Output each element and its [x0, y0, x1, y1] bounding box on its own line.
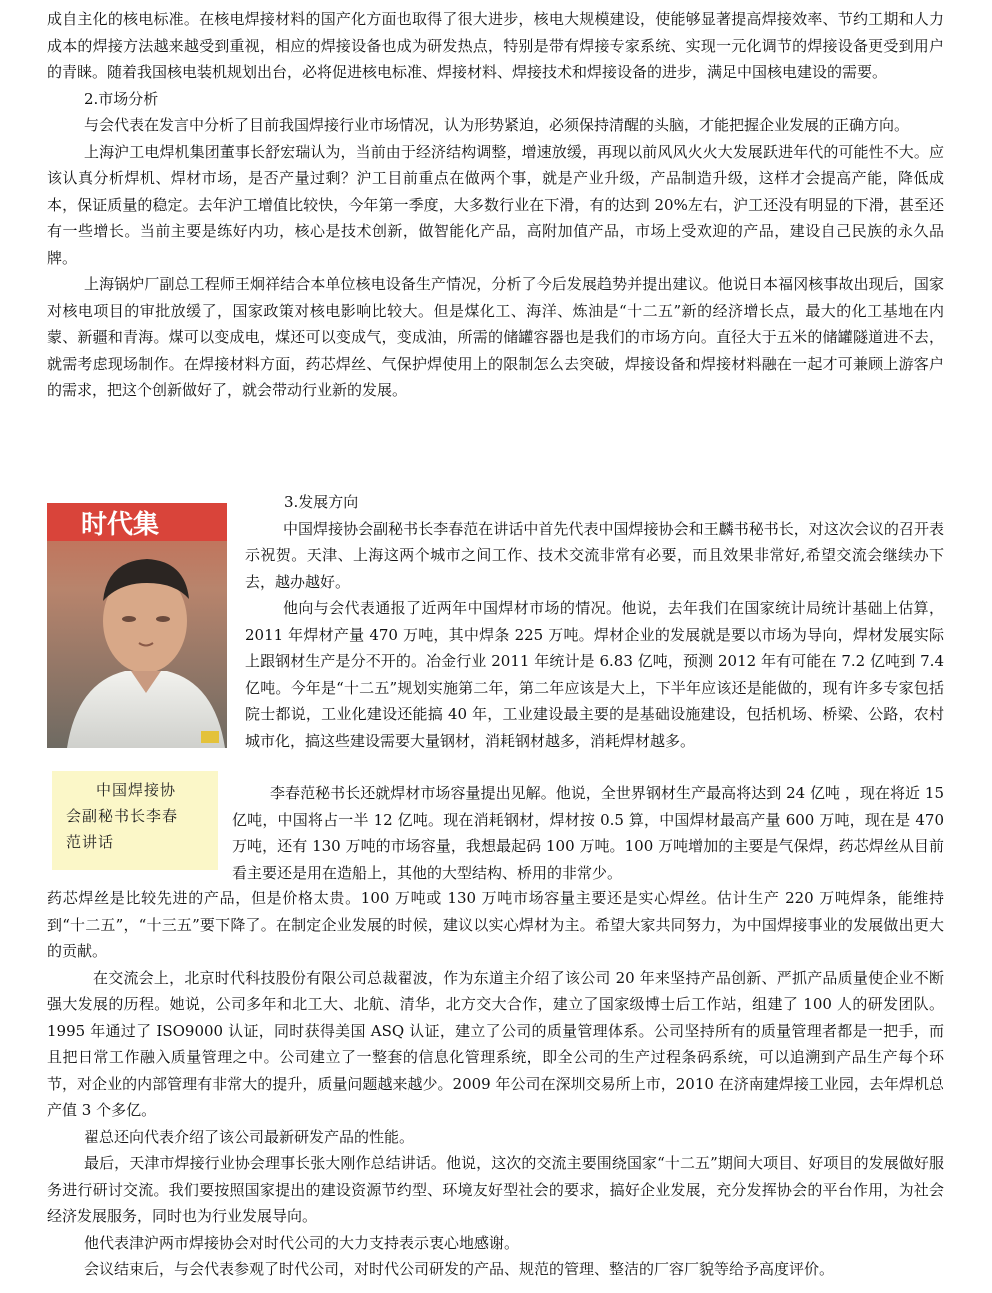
caption-line-2: 会副秘书长李春	[66, 807, 179, 825]
photo-caption	[52, 771, 218, 870]
paragraph-li-chunfan-market: 他向与会代表通报了近两年中国焊材市场的情况。他说，去年我们在国家统计局统计基础上估算，2011 年焊材产量 470 万吨，其中焊条 225 万吨。焊材企业的发展就是要以市场为导向，焊材发展实际上跟钢材生产是分不开的。冶金行业 2011 年统计是 6.83 亿吨，预测 2012 年有可能在 7.2 亿吨到 7.4 亿吨。今年是“十二五”规划实施第二年，第二年应该是大上，下半年应该还是能做的，现有许多专家包括院士都说，工业化建设还能搞 40 年，工业建设最主要的是基础设施建设，包括机场、桥梁、公路，农村城市化，搞这些建设需要大量钢材，消耗钢材越多，消耗焊材越多。	[245, 599, 944, 750]
caption-line-3: 范讲话	[66, 833, 115, 851]
right-column-text-lower	[232, 780, 944, 886]
paragraph-closing-speech: 最后，天津市焊接行业协会理事长张大刚作总结讲话。他说，这次的交流主要围绕国家“十二五”期间大项目、好项目的发展做好服务进行研讨交流。我们要按照国家提出的建设资源节约型、环境友好型社会的要求，搞好企业发展，充分发挥协会的平台作用，为社会经济发展服务，同时也为行业发展导向。	[47, 1154, 944, 1225]
paragraph-li-chunfan-greeting: 中国焊接协会副秘书长李春范在讲话中首先代表中国焊接协会和王麟书秘书长，对这次会议的召开表示祝贺。天津、上海这两个城市之间工作、技术交流非常有必要，而且效果非常好,希望交流会继续办下去，越办越好。	[245, 519, 944, 591]
speaker-photo	[47, 503, 227, 748]
paragraph-shidai-president: 在交流会上，北京时代科技股份有限公司总裁翟波，作为东道主介绍了该公司 20 年来坚持产品创新、严抓产品质量使企业不断强大发展的历程。她说，公司多年和北工大、北航、清华，北方交大合作，建立了国家级博士后工作站，组建了 100 人的研发团队。1995 年通过了 ISO9000 认证，同时获得美国 ASQ 认证，建立了公司的质量管理体系。公司坚持所有的质量管理者都是一把手，而且把日常工作融入质量管理之中。公司建立了一整套的信息化管理系统，即全公司的生产过程条码系统，可以追溯到产品生产每个环节，对企业的内部管理有非常大的提升，质量问题越来越少。2009 年公司在深圳交易所上市，2010 在济南建焊接工业园，去年焊机总产值 3 个多亿。	[47, 968, 944, 1119]
paragraph-market-capacity: 李春范秘书长还就焊材市场容量提出见解。他说，全世界钢材生产最高将达到 24 亿吨 ，现在将近 15 亿吨，中国将占一半 12 亿吨。现在消耗钢材，焊材按 0.5 算，中国焊材最高产量 600 万吨，现在是 470 万吨，还有 130 万吨的市场容量，我想最起码 100 万吨。100 万吨增加的主要是气保焊，药芯焊丝从目前看主要还是用在造船上，其他的大型结构、桥用的非常少。	[232, 784, 944, 882]
paragraph-visit: 会议结束后，与会代表参观了时代公司，对时代公司研发的产品、规范的管理、整洁的厂容厂貌等给予高度评价。	[84, 1260, 835, 1278]
section-heading-development-direction: 3.发展方向	[284, 493, 359, 511]
paragraph-hugong-chairman: 上海沪工电焊机集团董事长舒宏瑞认为，当前由于经济结构调整，增速放缓，再现以前风风火火大发展跃进年代的可能性不大。应该认真分析焊机、焊材市场，是否产量过剩？沪工目前重点在做两个事，就是产业升级，产品制造升级，这样才会提高产能，降低成本，保证质量的稳定。去年沪工增值比较快，今年第一季度，大多数行业在下滑，有的达到 20%左右，沪工还没有明显的下滑，甚至还有一些增长。当前主要是练好内功，核心是技术创新，做智能化产品，高附加值产品，市场上受欢迎的产品，建设自己民族的永久品牌。	[47, 142, 944, 267]
paragraph-thanks: 他代表津沪两市焊接协会对时代公司的大力支持表示衷心地感谢。	[84, 1233, 520, 1252]
paragraph-market-intro: 与会代表在发言中分析了目前我国焊接行业市场情况，认为形势紧迫，必须保持清醒的头脑，才能把握企业发展的正确方向。	[84, 116, 910, 134]
right-column-text	[245, 489, 944, 754]
section-heading-market-analysis: 2.市场分析	[84, 89, 159, 108]
speaker-portrait-image	[47, 503, 227, 748]
top-text-block	[47, 6, 944, 404]
banner-text: 时代集	[81, 510, 160, 540]
paragraph-nuclear-standards: 成自主化的核电标准。在核电焊接材料的国产化方面也取得了很大进步，核电大规模建设，使能够显著提高焊接效率、节约工期和人力成本的焊接方法越来越受到重视，相应的焊接设备也成为研发热点，特别是带有焊接专家系统、实现一元化调节的焊接设备更受到用户的青睐。随着我国核电装机规划出台，必将促进核电标准、焊接材料、焊接技术和焊接设备的进步，满足中国核电建设的需要。	[47, 10, 944, 81]
caption-line-1: 中国焊接协	[96, 781, 177, 799]
paragraph-market-capacity-cont: 药芯焊丝是比较先进的产品，但是价格太贵。100 万吨或 130 万吨市场容量主要还是实心焊丝。估计生产 220 万吨焊条，能维持到“十二五”，“十三五”要下降了。在制定企业发展的时候，建议以实心焊材为主。希望大家共同努力，为中国焊接事业的发展做出更大的贡献。	[47, 889, 944, 960]
paragraph-new-products: 翟总还向代表介绍了该公司最新研发产品的性能。	[84, 1127, 415, 1146]
paragraph-boiler-engineer: 上海锅炉厂副总工程师王炯祥结合本单位核电设备生产情况，分析了今后发展趋势并提出建议。他说日本福冈核事故出现后，国家对核电项目的审批放缓了，国家政策对核电影响比较大。但是煤化工、海洋、炼油是“十二五”新的经济增长点，最大的化工基地在内蒙、新疆和青海。煤可以变成电，煤还可以变成气，变成油，所需的储罐容器也是我们的市场方向。直径大于五米的储罐隧道进不去，就需考虑现场制作。在焊接材料方面，药芯焊丝、气保护焊使用上的限制怎么去突破，焊接设备和焊接材料融在一起才可兼顾上游客户的需求，把这个创新做好了，就会带动行业新的发展。	[47, 275, 944, 399]
bottom-text-block	[47, 885, 944, 1283]
